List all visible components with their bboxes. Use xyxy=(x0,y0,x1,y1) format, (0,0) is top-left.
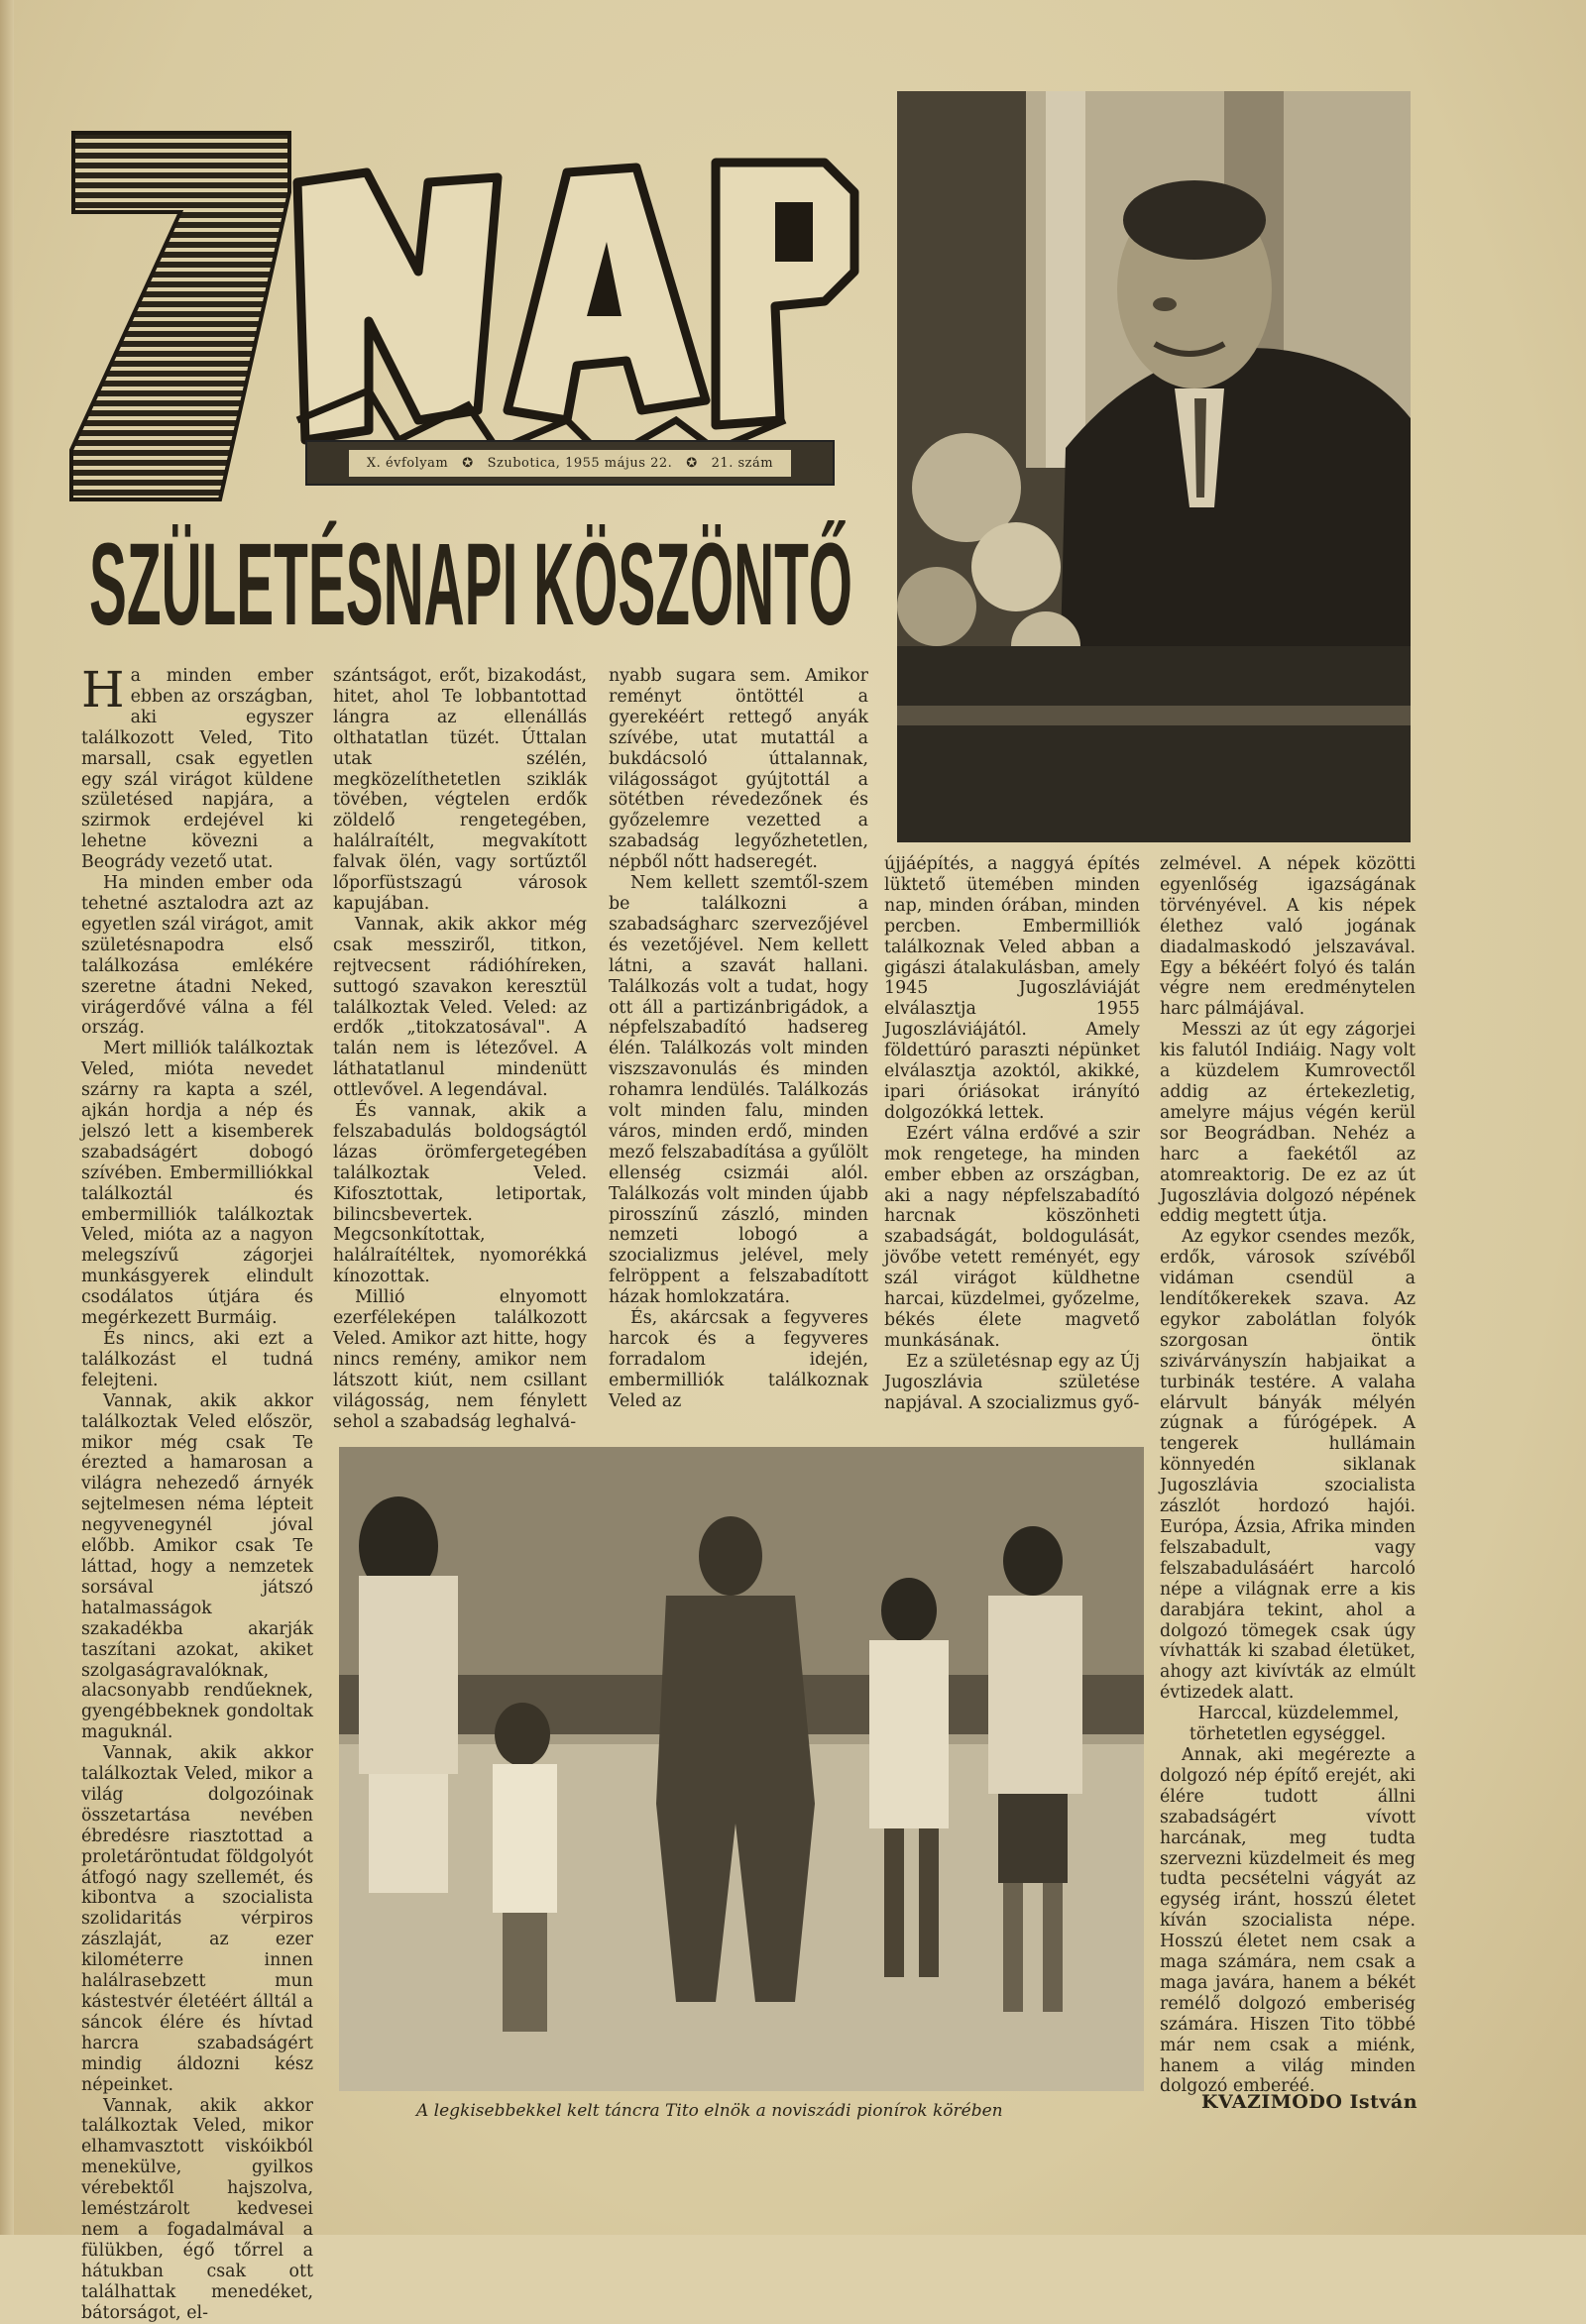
paragraph: Ha minden ember oda tehetné asztalodra azt az egyetlen szál virágot, amit születésnapodra első találkozása emlékére szeretne átadni Neked, virágerdővé válna a fél ország. xyxy=(81,873,313,1039)
portrait-photo xyxy=(897,91,1411,842)
article-column-5 xyxy=(1160,854,1416,2097)
paragraph: szántságot, erőt, bizakodást, hitet, ahol Te lobbantottad lángra az ellenállás olthatatlan tüzét. Úttalan utak szélén, megközelíthetetlen sziklák tövében, végtelen erdők zöldelő rengetegében, halálraítélt, megvakított falvak ölén, vagy sortűztől lőporfüstszagú városok kapujában. xyxy=(333,666,587,914)
place-date-label: Szubotica, 1955 május 22. xyxy=(487,455,673,471)
headline-graphic xyxy=(79,515,862,650)
paragraph: újjáépítés, a naggyá építés lüktető ütemében minden nap, minden órában, minden percben. Embermilliók találkoznak Veled abban a gigászi átalakulásban, amely 1945 Jugoszláviáját elválasztja 1955 Jugoszláviájától. Amely földettúró paraszti népünket elválasztja azoktól, akikké, ipari óriásokat irányító dolgozókká lettek. xyxy=(884,854,1140,1123)
paragraph: Nem kellett szemtől-szem be találkozni a szabadságharc szervezőjével és vezetőjével. Nem kellett látni, a szavát hallani. Találkozás volt a tudat, hogy ott áll a partizánbrigádok, a népfelszabadító hadsereg élén. Találkozás volt minden viszszavonulás és minden rohamra lendülés. Találkozás volt minden falu, minden város, minden erdő, minden mező felszabadítása a gyűlölt ellenség csizmái alól. Találkozás volt minden újabb pirosszínű zászló, minden nemzeti lobogó a szocializmus jelével, mely felröppent a felszabadított házak homlokzatára. xyxy=(609,873,868,1308)
issue-info-text xyxy=(349,450,791,477)
portrait-photo-image xyxy=(897,91,1411,842)
drop-cap: H xyxy=(81,661,125,719)
article-headline xyxy=(79,515,862,650)
article-column-4 xyxy=(884,854,1140,1413)
paragraph: Az egykor csendes mezők, erdők, városok szívéből vidáman csendül a lendítőkerekek szava. Az egykor zabolátlan folyók szorgosan öntik szivárványszín habjaikat a turbinák testére. A valaha elárvult bányák mélyén zúgnak a fúrógépek. A tengerek hullámain könnyedén siklanak Jugoszlávia szocialista zászlót hordozó hajói. Európa, Ázsia, Afrika minden felszabadult, vagy felszabadulásáért harcoló népe a világnak erre a kis darabjára tekint, ahol a dolgozó tömegek csak úgy vívhatták ki szabad életüket, ahogy azt kivívták az elmúlt évtizedek alatt. xyxy=(1160,1227,1416,1704)
paragraph: Ez a születésnap egy az Új Jugoszlávia születése napjával. A szocializmus győ- xyxy=(884,1351,1140,1413)
paragraph: Vannak, akik akkor találkoztak Veled először, mikor még csak Te érezted a hamarosan a világra nehezedő árnyék sejtelmesen néma lépteit negyvenegynél jóval előbb. Amikor csak Te láttad, hogy a nemzetek sorsával játszó hatalmasságok szakadékba akarják taszítani azokat, akiket szolgaságravalóknak, alacsonyabb rendűeknek, gyengébbeknek gondoltak maguknál. xyxy=(81,1390,313,1743)
issue-number-label: 21. szám xyxy=(711,455,774,471)
paragraph: Vannak, akik akkor találkoztak Veled, mikor elhamvasztott viskóikból menekülve, gyilkos vérebektől hajszolva, leméstzárolt kedvesei nem a fogadalmával a fülükben, égő tőrrel a hátukban csak ott találhattak menedéket, bátorságot, el- xyxy=(81,2095,313,2323)
paragraph: És vannak, akik a felszabadulás boldogságtól lázas örömfergetegében találkoztak Veled. Kifosztottak, letiportak, bilincsbevertek. Megcsonkítottak, halálraítéltek, nyomorékká kínozottak. xyxy=(333,1101,587,1287)
pioneers-photo-image xyxy=(339,1447,1144,2091)
paragraph: Ezért válna erdővé a szir mok rengetege, ha minden ember ebben az országban, aki a nagy népfelszabadító harcnak köszönheti szabadságát, boldogulását, jövőbe vetett reményét, egy szál virágot küldhetne harcai, küzdelmei, győzelme, békés élete magvető munkásának. xyxy=(884,1123,1140,1351)
page-edge xyxy=(0,0,14,2235)
paragraph: nyabb sugara sem. Amikor reményt öntöttél a gyerekéért rettegő anyák szívébe, utat mutattál a bukdácsoló úttalannak, világosságot gyújtottál a sötétben révedezőnek és győzelemre vezetted a szabadság legyőzhetetlen, népből nőtt hadseregét. xyxy=(609,666,868,873)
paragraph: Vannak, akik akkor még csak messziről, titkon, rejtvecsent rádióhíreken, suttogó szavakon keresztül találkoztak Veled. Veled: az erdők „titokzatosával". A talán nem is létezővel. A láthatatlanul mindenütt ottlevővel. A legendával. xyxy=(333,914,587,1101)
volume-label: X. évfolyam xyxy=(366,455,449,471)
paragraph: Ha minden ember ebben az országban, aki egyszer találkozott Veled, Tito marsall, csak egyetlen egy szál virágot küldene születésed napjára, a szirmok erdejével ki lehetne kövezni a Beogrády vezető utat. xyxy=(81,661,313,873)
paragraph: zelmével. A népek közötti egyenlőség igazságának törvényével. A kis népek élethez való jogának diadalmaskodó jelszavával. Egy a békéért folyó és talán végre nem eredménytelen harc pálmájával. xyxy=(1160,854,1416,1020)
paragraph: Mert milliók találkoztak Veled, mióta nevedet szárny ra kapta a szél, ajkán hordja a nép és jelszó lett a kisemberek szabadságért dobogó szívében. Embermilliókkal találkoztál és embermilliók találkoztak Veled, mióta az a nagyon melegszívű zágorjei munkásgyerek elindult csodálatos útjára és megérkezett Burmáig. xyxy=(81,1039,313,1329)
headline-text: SZÜLETÉSNAPI KÖSZÖNTŐ xyxy=(89,519,852,650)
article-column-3 xyxy=(609,666,868,1412)
paragraph: Harccal, küzdelemmel, törhetetlen egységgel. xyxy=(1189,1704,1400,1745)
paragraph: Messzi az út egy zágorjei kis falutól Indiáig. Nagy volt a küzdelem Kumrovectől addig az értekezletig, amelyre május végén kerül sor Beográdban. Nehéz a harc a faekétől az atomreaktorig. De ez az út Jugoszlávia dolgozó népének eddig megtett útja. xyxy=(1160,1020,1416,1227)
paragraph: Millió elnyomott ezerféleképen találkozott Veled. Amikor azt hitte, hogy nincs remény, amikor nem látszott kiút, nem csillant világosság, nem fénylett sehol a szabadság leghalvá- xyxy=(333,1287,587,1432)
photo-caption: A legkisebbekkel kelt táncra Tito elnök a noviszádi pionírok körében xyxy=(416,2101,1003,2121)
article-column-2 xyxy=(333,666,587,1433)
separator-icon: ✪ xyxy=(686,455,698,471)
paragraph: Annak, aki megérezte a dolgozó nép építő erejét, aki élére tudott állni szabadságért vívott harcának, meg tudta szervezni küzdelmeit és meg tudta pecsételni vágyát az egység iránt, hosszú életet kíván szocialista népe. Hosszú életet nem csak a maga számára, nem csak a maga javára, hanem a békét remélő dolgozó emberiség számára. Hiszen Tito többé már nem csak a miénk, hanem a világ minden dolgozó emberéé. xyxy=(1160,1744,1416,2097)
author-byline: KVAZIMODO István xyxy=(1201,2091,1418,2113)
paragraph: És, akárcsak a fegyveres harcok és a fegyveres forradalom idején, embermilliók találkoznak Veled az xyxy=(609,1308,868,1411)
separator-icon: ✪ xyxy=(462,455,474,471)
issue-info-bar xyxy=(305,440,835,486)
paragraph: Vannak, akik akkor találkoztak Veled, mikor a világ dolgozóinak összetartása nevében ébredésre riasztottad a proletáröntudat földgolyót átfogó nagy szellemét, és kibontva a szocialista szolidaritás vérpiros zászlaját, az ezer kilométerre innen halálrasebzett mun kástestvér életéért álltál a sáncok élére és hívtad harcra szabadságért mindig áldozni kész népeinket. xyxy=(81,1743,313,2095)
paragraph: És nincs, aki ezt a találkozást el tudná felejteni. xyxy=(81,1329,313,1390)
article-column-1 xyxy=(81,661,313,2324)
pioneers-photo xyxy=(339,1447,1144,2091)
